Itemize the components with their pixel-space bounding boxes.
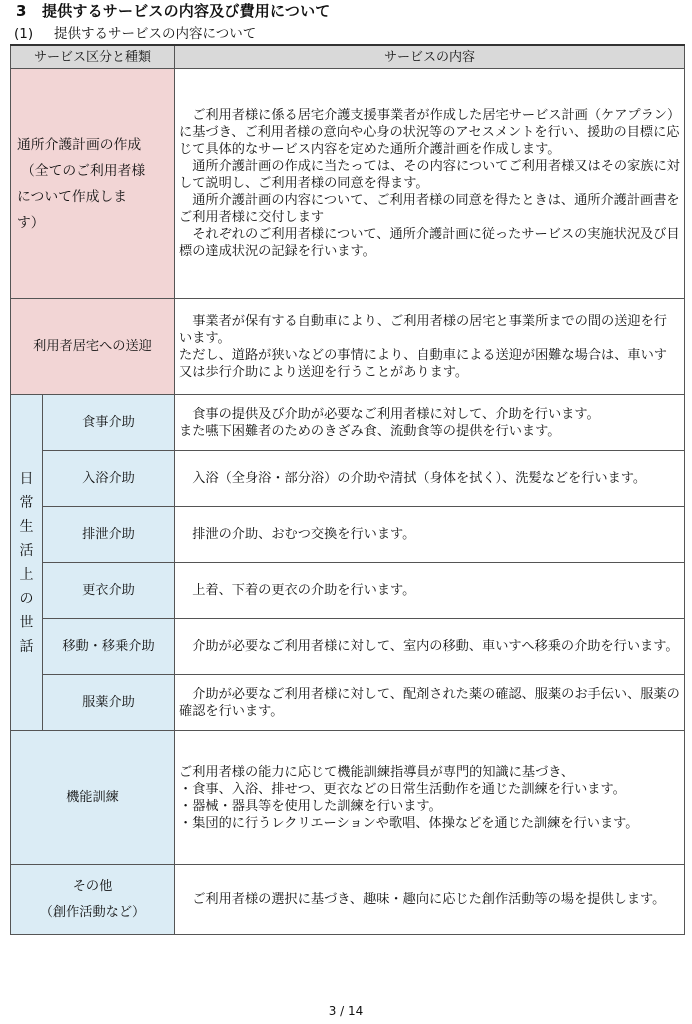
meal-text: また嚥下困難者のためのきざみ食、流動食等の提供を行います。 <box>179 423 561 439</box>
daily-life-char: 世 <box>19 614 34 631</box>
daily-life-char: 常 <box>19 494 34 511</box>
plan-category-line: （全てのご利用者様 <box>21 162 146 179</box>
bath-category: 入浴介助 <box>43 451 175 507</box>
transfer-category: 移動・移乗介助 <box>43 619 175 675</box>
transport-text: ただし、道路が狭いなどの事情により、自動車による送迎が困難な場合は、車いす又は歩行介助により送迎を行うことがあります。 <box>179 347 667 380</box>
subsection-number: (1) <box>14 26 34 42</box>
row-medication <box>11 675 685 731</box>
row-toilet <box>11 507 685 563</box>
section-title: 提供するサービスの内容及び費用について <box>42 2 331 20</box>
daily-life-char: 話 <box>19 638 34 655</box>
row-plan <box>11 69 685 299</box>
subsection-title: 提供するサービスの内容について <box>54 26 257 42</box>
daily-life-group <box>11 395 43 731</box>
daily-life-char: の <box>19 590 34 607</box>
service-table <box>10 44 685 935</box>
other-category-line: その他 <box>72 878 113 894</box>
training-content <box>175 731 685 865</box>
row-other <box>11 865 685 935</box>
daily-life-char: 上 <box>19 566 34 583</box>
subsection-heading <box>14 22 256 42</box>
row-training <box>11 731 685 865</box>
training-text: ・食事、入浴、排せつ、更衣などの日常生活動作を通じた訓練を行います。 <box>179 781 626 797</box>
training-text: ご利用者様の能力に応じて機能訓練指導員が専門的知識に基づき、 <box>179 764 575 780</box>
row-transport <box>11 299 685 395</box>
dressing-text: 上着、下着の更衣の介助を行います。 <box>192 583 416 598</box>
plan-category-line: について作成しま <box>17 188 128 205</box>
plan-paragraph: 通所介護計画の内容について、ご利用者様の同意を得たときは、通所介護計画書をご利用者様に交付します <box>179 193 680 225</box>
toilet-content <box>175 507 685 563</box>
medication-category: 服薬介助 <box>43 675 175 731</box>
dressing-category: 更衣介助 <box>43 563 175 619</box>
dressing-content <box>175 563 685 619</box>
other-category-line: （創作活動など） <box>39 904 146 920</box>
bath-text: 入浴（全身浴・部分浴）の介助や清拭（身体を拭く）、洗髪などを行います。 <box>192 471 647 486</box>
daily-life-char: 活 <box>19 542 34 559</box>
training-category: 機能訓練 <box>11 731 175 865</box>
meal-text: 食事の提供及び介助が必要なご利用者様に対して、介助を行います。 <box>192 406 600 422</box>
toilet-text: 排泄の介助、おむつ交換を行います。 <box>192 527 416 542</box>
page-number: 3 / 14 <box>328 1004 364 1018</box>
plan-category-line: す） <box>17 214 45 231</box>
plan-category <box>11 69 175 299</box>
section-heading <box>16 0 331 21</box>
other-category <box>11 865 175 935</box>
transport-category: 利用者居宅への送迎 <box>11 299 175 395</box>
table-header-row <box>11 45 685 69</box>
daily-life-char: 日 <box>19 470 34 487</box>
meal-category: 食事介助 <box>43 395 175 451</box>
plan-paragraph: 通所介護計画の作成に当たっては、その内容についてご利用者様又はその家族に対して説明し、ご利用者様の同意を得ます。 <box>179 159 680 191</box>
plan-content <box>175 69 685 299</box>
transport-content <box>175 299 685 395</box>
section-number: 3 <box>16 2 27 20</box>
header-category: サービス区分と種類 <box>11 45 175 69</box>
toilet-category: 排泄介助 <box>43 507 175 563</box>
other-content <box>175 865 685 935</box>
plan-category-line: 通所介護計画の作成 <box>17 136 142 153</box>
daily-life-char: 生 <box>19 518 34 535</box>
medication-text: 介助が必要なご利用者様に対して、配剤された薬の確認、服薬のお手伝い、服薬の確認を行います。 <box>179 686 680 719</box>
row-meal <box>11 395 685 451</box>
plan-paragraph: それぞれのご利用者様について、通所介護計画に従ったサービスの実施状況及び目標の達成状況の記録を行います。 <box>179 227 680 259</box>
transfer-content <box>175 619 685 675</box>
medication-content <box>175 675 685 731</box>
meal-content <box>175 395 685 451</box>
other-text: ご利用者様の選択に基づき、趣味・趣向に応じた創作活動等の場を提供します。 <box>192 892 666 907</box>
row-transfer <box>11 619 685 675</box>
plan-paragraph: ご利用者様に係る居宅介護支援事業者が作成した居宅サービス計画（ケアプラン）に基づき、ご利用者様の意向や心身の状況等のアセスメントを行い、援助の目標に応じて具体的なサービス内容を定めた通所介護計画を作成します。 <box>179 108 680 157</box>
transfer-text: 介助が必要なご利用者様に対して、室内の移動、車いすへ移乗の介助を行います。 <box>192 639 679 654</box>
training-text: ・集団的に行うレクリエーションや歌唱、体操などを通じた訓練を行います。 <box>179 815 639 831</box>
bath-content <box>175 451 685 507</box>
training-text: ・器械・器具等を使用した訓練を行います。 <box>179 798 442 814</box>
row-dressing <box>11 563 685 619</box>
header-content: サービスの内容 <box>175 45 685 69</box>
row-bath <box>11 451 685 507</box>
transport-text: 事業者が保有する自動車により、ご利用者様の居宅と事業所までの間の送迎を行います。 <box>179 313 667 346</box>
